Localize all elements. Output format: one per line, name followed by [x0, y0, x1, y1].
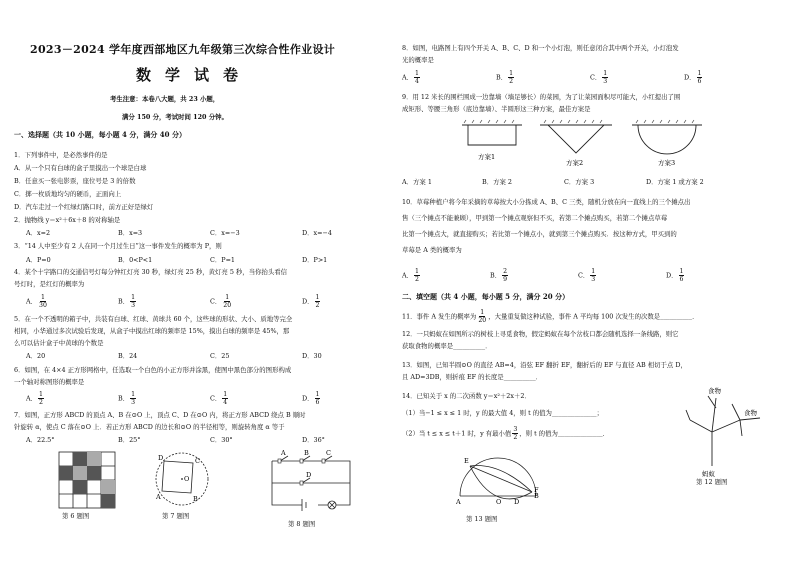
q14-part-1: （1）当−1 ≤ x ≤ 1 时，y 的最大值 4，则 t 的值为______________； [402, 409, 603, 417]
figure7-caption: 第 7 题图 [162, 512, 190, 520]
q8-stem-1: 8．如图，电路图上有四个开关 A、B、C、D 和一个小灯泡，则任意闭合其中两个开关，小灯泡发 [402, 44, 679, 52]
plan2-label: 方案2 [566, 159, 584, 167]
q4-option-b: B． $\frac{1}{3}$ [118, 294, 136, 309]
q6-option-d: D． $\frac{1}{6}$ [302, 391, 320, 406]
fig8-label-b: B [304, 449, 309, 457]
fig13-label-o: O [496, 498, 502, 506]
fig8-label-a: A [281, 449, 286, 457]
q4-option-c: C． $\frac{1}{20}$ [210, 294, 232, 309]
q9-stem-1: 9．用 12 米长的围栏围成一边靠墙（墙足够长）的菜园，为了让菜园面积尽可能大，小红提出了围 [402, 93, 681, 101]
q9-option-d: D．方案 1 或方案 2 [646, 178, 704, 186]
q9-option-b: B．方案 2 [482, 178, 512, 186]
subject-title: 数学试卷 [136, 66, 253, 84]
q6-stem-2: 一个轴对称图形的概率是 [14, 378, 85, 386]
fig7-label-c: C [195, 457, 200, 465]
q4-stem-1: 4．某个十字路口的交通信号灯每分钟红灯亮 30 秒，绿灯亮 25 秒，黄灯亮 5 秒，当你抬头看信 [14, 268, 288, 276]
figure12-tree [680, 384, 770, 484]
q4-option-a: A． $\frac{1}{30}$ [26, 294, 47, 309]
q14-part-2: （2）当 t ≤ x ≤ t＋1 时，y 有最小值 $\frac{3}{2}$ ，则 t 的值为______________． [402, 426, 609, 441]
q7-stem-2: 针旋转 α，使点 C 落在⊙O 上．若正方形 ABCD 的边长和⊙O 的半径相等，则旋转角度 α 等于 [14, 423, 285, 431]
q10-option-b: B． $\frac{2}{9}$ [490, 268, 508, 283]
figure13-caption: 第 13 题图 [466, 515, 498, 523]
q3-stem: 3．“14 人中至少有 2 人在同一个月过生日”这一事件发生的概率为 P，则 [14, 242, 222, 250]
fig12-food-label-1: 食物 [708, 387, 721, 395]
figure6-grid [58, 451, 118, 511]
q6-option-a: A． $\frac{1}{2}$ [26, 391, 43, 406]
q13-stem-2: 且 AD=3DB，则折痕 EF 的长度是__________． [402, 373, 543, 381]
q10-option-d: D． $\frac{1}{6}$ [666, 268, 684, 283]
fig7-label-a: A [156, 493, 161, 501]
q6-option-b: B． $\frac{1}{3}$ [118, 391, 136, 406]
q3-option-b: B．0<P<1 [118, 256, 153, 264]
q3-option-c: C．P=1 [210, 256, 236, 264]
q1-option-a: A．从一个只有白球的盒子里摸出一个球是白球 [14, 164, 147, 172]
fig13-label-d: D [514, 498, 520, 506]
q2-option-c: C．x=−3 [210, 229, 240, 237]
fig8-label-c: C [326, 449, 331, 457]
q6-stem-1: 6．如图，在 4×4 正方形网格中，任选取一个白色的小正方形并涂黑，使图中黑色部分的图形构成 [14, 366, 292, 374]
q8-option-a: A． $\frac{1}{4}$ [402, 70, 419, 85]
exam-title: 2023－2024 学年度西部地区九年级第三次综合性作业设计 [30, 43, 336, 56]
q5-stem-1: 5．在一个不透明的箱子中，共装有白球、红球、黄球共 60 个，这些球的形状、大小、质地等完全 [14, 315, 293, 323]
fig12-ant-label: 蚂蚁 [702, 470, 715, 478]
q1-option-c: C．掷一枚质地均匀的硬币，正面向上 [14, 190, 122, 198]
q10-stem-2: 售（三个摊点不能兼顾），甲到第一个摊点观察但不买，若第二个摊点购买，若第二个摊点草莓 [402, 214, 668, 222]
q10-option-a: A． $\frac{1}{2}$ [402, 268, 419, 283]
q11-stem: 11．事件 A 发生的概率为 $\frac{1}{20}$ ，大量重复做这种试验，事件 A 平均每 100 次发生的次数是__________． [402, 309, 699, 324]
figure8-caption: 第 8 题图 [288, 520, 316, 528]
q10-stem-4: 草莓是 A 类的概率为 [402, 246, 462, 254]
notice-line-1: 考生注意：本卷八大题，共 23 小题， [110, 95, 220, 103]
fig8-label-d: D [306, 471, 312, 479]
q4-option-d: D． $\frac{1}{2}$ [302, 294, 320, 309]
fig13-label-f: F [534, 486, 539, 494]
section1-heading: 一、选择题（共 10 小题，每小题 4 分，满分 40 分） [14, 130, 186, 139]
plan3-label: 方案3 [658, 159, 676, 167]
fig13-label-e: E [464, 457, 469, 465]
q5-option-a: A．20 [26, 352, 46, 360]
q2-option-b: B．x=3 [118, 229, 143, 237]
figure12-caption: 第 12 题图 [696, 478, 728, 486]
q3-option-a: A．P=0 [26, 256, 51, 264]
q13-stem-1: 13．如图，已知半圆⊙O 的直径 AB=4，沿弦 EF 翻折 EF，翻折后的 EF 与直径 AB 相切于点 D， [402, 361, 687, 369]
q7-option-c: C．30° [210, 436, 233, 444]
fig13-label-a: A [456, 498, 461, 506]
fig13-label-b: B [534, 492, 539, 500]
q7-option-b: B．25° [118, 436, 141, 444]
figure7-circle-square [148, 447, 218, 513]
q12-stem-2: 获取食物的概率是__________． [402, 342, 492, 350]
q2-option-d: D．x=−4 [302, 229, 332, 237]
q5-option-c: C．25 [210, 352, 230, 360]
right-column [400, 0, 785, 561]
plan1-label: 方案1 [478, 153, 496, 161]
figure6-caption: 第 6 题图 [62, 512, 90, 520]
q8-option-b: B． $\frac{1}{2}$ [496, 70, 514, 85]
q6-option-c: C． $\frac{1}{4}$ [210, 391, 228, 406]
q10-stem-3: 比第一个摊点大，就直接购买；若比第一个摊点小，就到第三个摊点购买．按这种方式，甲买到的 [402, 230, 677, 238]
q5-stem-3: 么可以估计盒子中黄球的个数是 [14, 339, 104, 347]
figure13-semicircle [456, 452, 542, 512]
fig7-label-b: B [193, 495, 198, 503]
q1-stem: 1．下列事件中，是必然事件的是 [14, 151, 108, 159]
q5-option-b: B．24 [118, 352, 138, 360]
q5-stem-2: 相同，小华通过多次试验后发现，从盒子中摸出红球的频率是 15%，摸出白球的频率是 45%，那 [14, 327, 290, 335]
q4-stem-2: 号灯时，是红灯的概率为 [14, 280, 85, 288]
q7-option-d: D．36° [302, 436, 325, 444]
q8-stem-2: 光的概率是 [402, 56, 434, 64]
q2-stem: 2．抛物线 y＝x²＋6x＋8 的对称轴是 [14, 216, 121, 224]
q5-option-d: D．30 [302, 352, 322, 360]
figure9-plans [456, 117, 726, 173]
figure8-circuit [266, 447, 356, 519]
q7-option-a: A．22.5° [26, 436, 55, 444]
q9-option-a: A．方案 1 [402, 178, 432, 186]
q1-option-d: D．汽车走过一个红绿灯路口时，前方正好是绿灯 [14, 203, 154, 211]
q7-stem-1: 7．如图，正方形 ABCD 的顶点 A、B 在⊙O 上，顶点 C、D 在⊙O 内，将正方形 ABCD 绕点 B 顺时 [14, 411, 306, 419]
q2-option-a: A．x=2 [26, 229, 51, 237]
q8-option-d: D． $\frac{1}{6}$ [684, 70, 702, 85]
q3-option-d: D．P>1 [302, 256, 328, 264]
left-column [12, 0, 397, 561]
q10-option-c: C． $\frac{1}{3}$ [578, 268, 596, 283]
q12-stem-1: 12．一只蚂蚁在如图所示的树枝上寻觅食物，假定蚂蚁在每个岔枝口都会随机选择一条线路，则它 [402, 330, 679, 338]
q10-stem-1: 10．草莓种植户将今年采摘的草莓按大小分拣成 A、B、C 三类，随机分放在向一直线上的三个摊点出 [402, 198, 691, 206]
fig12-food-label-2: 食物 [744, 409, 757, 417]
q1-option-b: B．任意买一张电影票，座位号是 3 的倍数 [14, 177, 136, 185]
notice-line-2: 满分 150 分，考试时间 120 分钟。 [122, 113, 228, 121]
fig7-label-d: D [158, 454, 164, 462]
section2-heading: 二、填空题（共 4 小题，每小题 5 分，满分 20 分） [402, 292, 570, 301]
q14-stem: 14．已知关于 x 的二次函数 y＝x²＋2x＋2． [402, 392, 531, 400]
q9-option-c: C．方案 3 [564, 178, 595, 186]
q9-stem-2: 成矩形、等腰三角形（底边靠墙）、半圆形这三种方案，最佳方案是 [402, 105, 591, 113]
q8-option-c: C． $\frac{1}{3}$ [590, 70, 608, 85]
fig7-label-o: O [184, 475, 190, 483]
